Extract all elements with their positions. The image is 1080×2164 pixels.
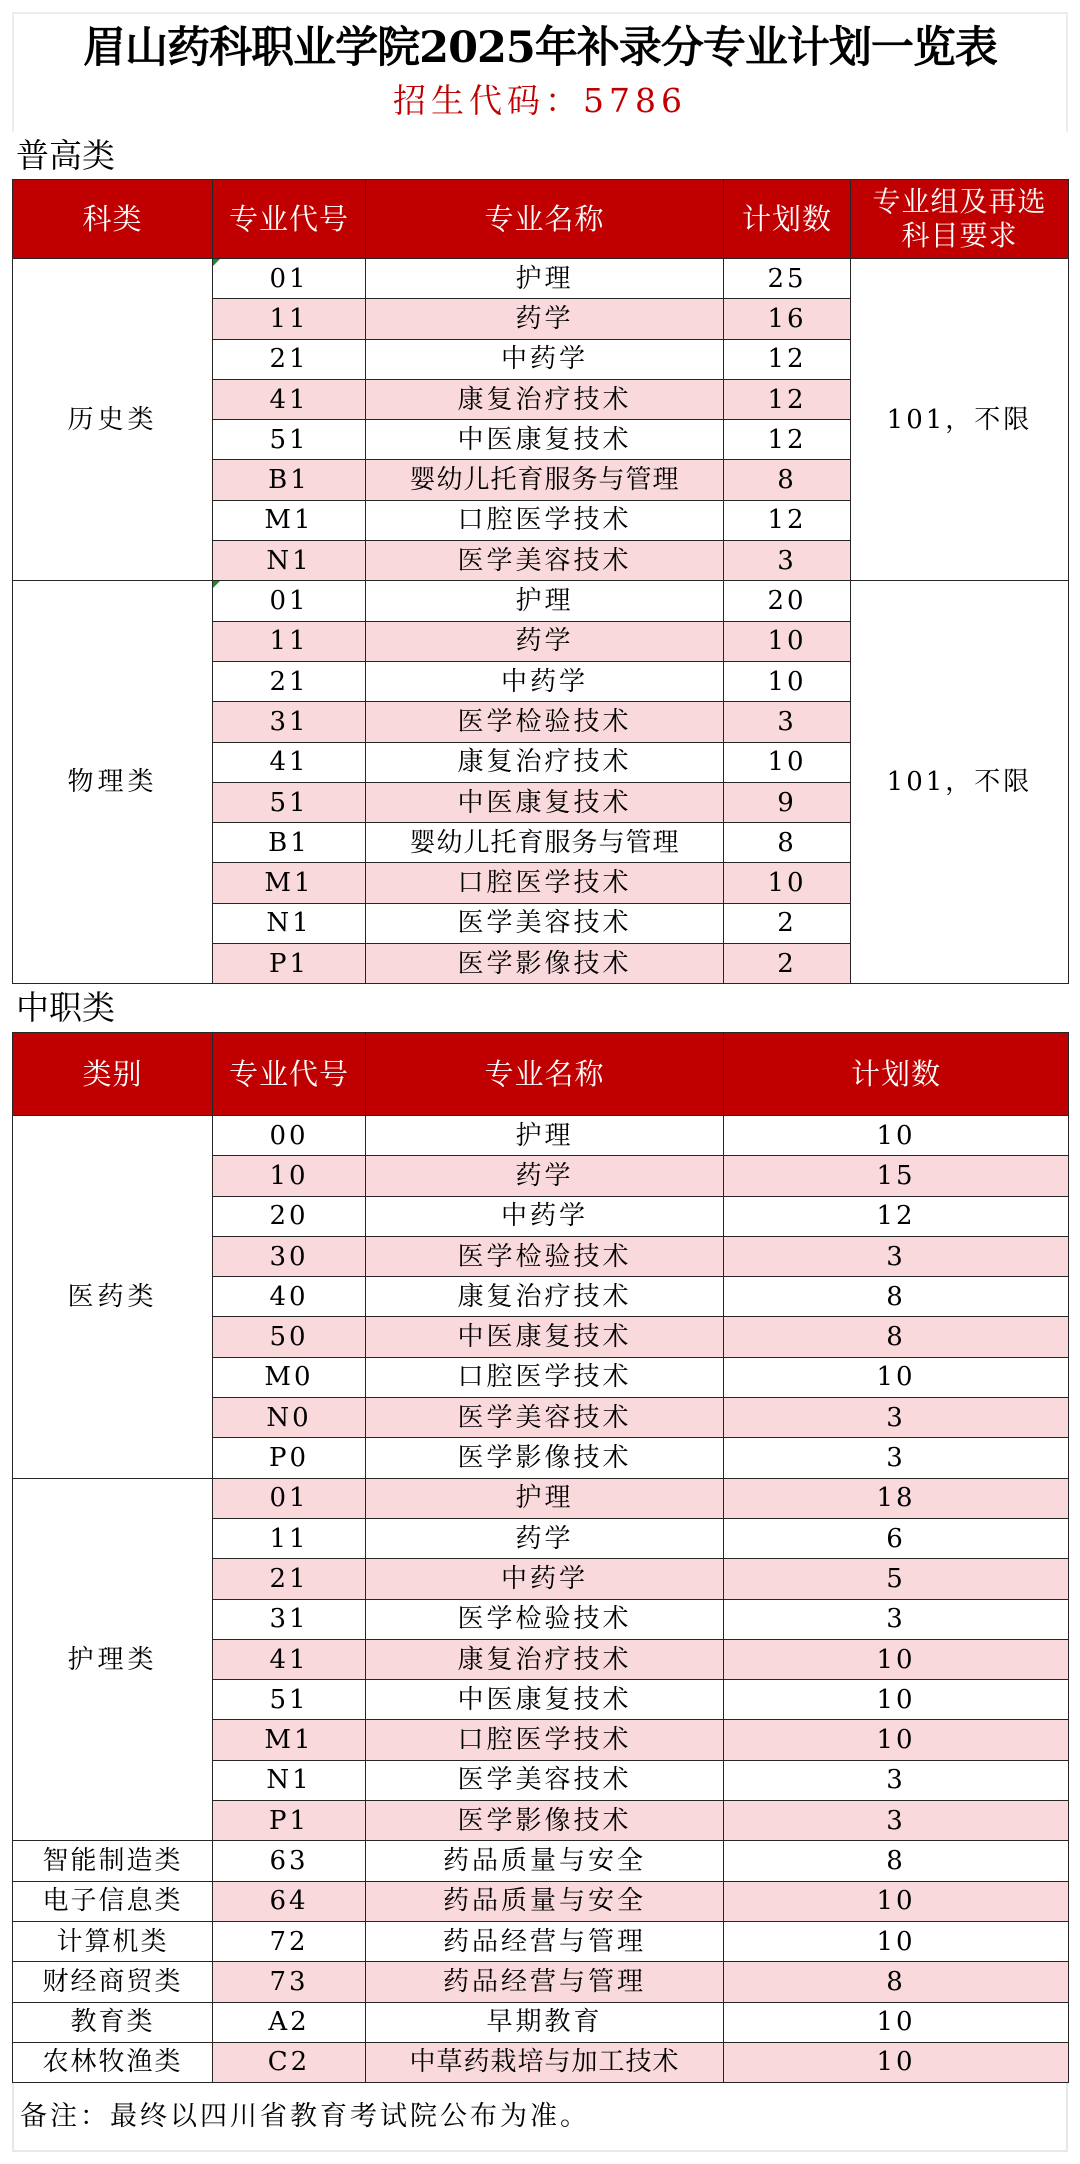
name-cell: 护理 (366, 1116, 724, 1156)
code-cell: 40 (213, 1277, 366, 1317)
code-cell: M1 (213, 863, 366, 903)
name-cell: 药品经营与管理 (366, 1962, 724, 2002)
name-cell: 医学影像技术 (366, 1801, 724, 1841)
code-cell: B1 (213, 823, 366, 863)
name-cell: 康复治疗技术 (366, 379, 724, 419)
name-cell: 药品经营与管理 (366, 1921, 724, 1961)
code-cell: P1 (213, 944, 366, 984)
name-cell: 口腔医学技术 (366, 500, 724, 540)
plan-cell: 10 (724, 863, 851, 903)
code-cell: 00 (213, 1116, 366, 1156)
code-cell: 64 (213, 1881, 366, 1921)
footnote: 备注：最终以四川省教育考试院公布为准。 (20, 2101, 590, 2132)
name-cell: 早期教育 (366, 2002, 724, 2042)
name-cell: 口腔医学技术 (366, 1357, 724, 1397)
plan-cell: 3 (724, 1801, 1069, 1841)
code-cell: N0 (213, 1398, 366, 1438)
zhongzhi-plan-table (12, 1032, 1069, 2083)
header-name: 专业名称 (366, 1033, 724, 1116)
code-cell: 21 (213, 661, 366, 701)
code-cell: C2 (213, 2042, 366, 2082)
code-cell: N1 (213, 541, 366, 581)
table-row (13, 1478, 1069, 1518)
category-cell: 农林牧渔类 (13, 2042, 213, 2082)
plan-cell: 10 (724, 2042, 1069, 2082)
header-category: 科类 (13, 180, 213, 259)
code-cell: 51 (213, 782, 366, 822)
name-cell: 婴幼儿托育服务与管理 (366, 460, 724, 500)
requirement-cell: 101，不限 (851, 581, 1069, 984)
plan-cell: 10 (724, 1680, 1069, 1720)
code-cell: P0 (213, 1438, 366, 1478)
name-cell: 护理 (366, 1478, 724, 1518)
code-cell: 63 (213, 1841, 366, 1881)
plan-cell: 3 (724, 1438, 1069, 1478)
name-cell: 护理 (366, 581, 724, 621)
enrollment-code: 招生代码：5786 (393, 81, 687, 120)
plan-cell: 10 (724, 1720, 1069, 1760)
code-cell: B1 (213, 460, 366, 500)
category-cell: 电子信息类 (13, 1881, 213, 1921)
plan-cell: 10 (724, 2002, 1069, 2042)
name-cell: 中药学 (366, 1559, 724, 1599)
name-cell: 医学检验技术 (366, 702, 724, 742)
code-cell: N1 (213, 903, 366, 943)
plan-cell: 25 (724, 259, 851, 299)
code-cell: M0 (213, 1357, 366, 1397)
section-label-zhongzhi: 中职类 (16, 988, 115, 1027)
plan-cell: 10 (724, 742, 851, 782)
code-cell: P1 (213, 1801, 366, 1841)
code-cell: 31 (213, 702, 366, 742)
code-cell: 41 (213, 742, 366, 782)
plan-cell: 10 (724, 1881, 1069, 1921)
plan-cell: 20 (724, 581, 851, 621)
table-header-row (13, 180, 1069, 259)
name-cell: 医学影像技术 (366, 1438, 724, 1478)
code-cell (213, 259, 366, 299)
plan-cell: 10 (724, 1357, 1069, 1397)
code-cell: 72 (213, 1921, 366, 1961)
name-cell: 中药学 (366, 1196, 724, 1236)
code-cell: 51 (213, 1680, 366, 1720)
name-cell: 婴幼儿托育服务与管理 (366, 823, 724, 863)
table-header-row (13, 1033, 1069, 1116)
code-cell: 41 (213, 1639, 366, 1679)
page-title: 眉山药科职业学院2025年补录分专业计划一览表 (83, 23, 997, 73)
name-cell: 中药学 (366, 339, 724, 379)
table-row (13, 1962, 1069, 2002)
error-indicator-icon (213, 581, 220, 588)
name-cell: 护理 (366, 259, 724, 299)
plan-cell: 3 (724, 1398, 1069, 1438)
plan-cell: 8 (724, 1277, 1069, 1317)
title-box (12, 12, 1068, 132)
code-cell (213, 581, 366, 621)
table-row (13, 1116, 1069, 1156)
plan-cell: 15 (724, 1156, 1069, 1196)
code-cell: 50 (213, 1317, 366, 1357)
plan-cell: 12 (724, 420, 851, 460)
plan-cell: 10 (724, 1639, 1069, 1679)
plan-cell: 12 (724, 379, 851, 419)
table-row (13, 581, 1069, 621)
name-cell: 医学美容技术 (366, 1760, 724, 1800)
header-plan: 计划数 (724, 180, 851, 259)
code-cell: 73 (213, 1962, 366, 2002)
category-cell: 计算机类 (13, 1921, 213, 1961)
note-box (12, 2083, 1068, 2152)
code-cell: 31 (213, 1599, 366, 1639)
category-cell: 物理类 (13, 581, 213, 984)
code-cell: 10 (213, 1156, 366, 1196)
name-cell: 中草药栽培与加工技术 (366, 2042, 724, 2082)
plan-cell: 3 (724, 1236, 1069, 1276)
plan-cell: 2 (724, 944, 851, 984)
plan-cell: 10 (724, 1116, 1069, 1156)
error-indicator-icon (213, 259, 220, 266)
plan-cell: 10 (724, 621, 851, 661)
category-cell: 医药类 (13, 1116, 213, 1479)
plan-cell: 16 (724, 299, 851, 339)
code-cell: 21 (213, 1559, 366, 1599)
plan-cell: 3 (724, 1599, 1069, 1639)
plan-cell: 3 (724, 1760, 1069, 1800)
category-cell: 历史类 (13, 259, 213, 581)
name-cell: 药学 (366, 1518, 724, 1558)
name-cell: 医学检验技术 (366, 1236, 724, 1276)
plan-cell: 10 (724, 661, 851, 701)
plan-cell: 5 (724, 1559, 1069, 1599)
code-cell: 11 (213, 299, 366, 339)
table-row (13, 1841, 1069, 1881)
plan-cell: 18 (724, 1478, 1069, 1518)
name-cell: 药品质量与安全 (366, 1841, 724, 1881)
section-label-pugao: 普高类 (16, 136, 115, 175)
code-cell: 01 (213, 1478, 366, 1518)
plan-cell: 8 (724, 1841, 1069, 1881)
plan-cell: 8 (724, 1317, 1069, 1357)
header-requirement-line1: 专业组及再选 (872, 185, 1047, 218)
code-cell: M1 (213, 500, 366, 540)
category-cell: 智能制造类 (13, 1841, 213, 1881)
name-cell: 中医康复技术 (366, 1317, 724, 1357)
plan-cell: 3 (724, 702, 851, 742)
code-text: 01 (269, 586, 309, 617)
name-cell: 中医康复技术 (366, 420, 724, 460)
name-cell: 医学美容技术 (366, 1398, 724, 1438)
plan-cell: 12 (724, 339, 851, 379)
category-cell: 教育类 (13, 2002, 213, 2042)
category-cell: 财经商贸类 (13, 1962, 213, 2002)
header-name: 专业名称 (366, 180, 724, 259)
plan-cell: 8 (724, 1962, 1069, 2002)
code-cell: 21 (213, 339, 366, 379)
name-cell: 医学美容技术 (366, 903, 724, 943)
code-cell: A2 (213, 2002, 366, 2042)
category-cell: 护理类 (13, 1478, 213, 1841)
code-cell: 51 (213, 420, 366, 460)
plan-cell: 12 (724, 1196, 1069, 1236)
table-row (13, 1881, 1069, 1921)
plan-cell: 3 (724, 541, 851, 581)
table-row (13, 2002, 1069, 2042)
name-cell: 口腔医学技术 (366, 863, 724, 903)
name-cell: 药品质量与安全 (366, 1881, 724, 1921)
code-text: 01 (269, 263, 309, 294)
name-cell: 中药学 (366, 661, 724, 701)
code-cell: M1 (213, 1720, 366, 1760)
requirement-cell: 101，不限 (851, 259, 1069, 581)
plan-cell: 2 (724, 903, 851, 943)
code-cell: N1 (213, 1760, 366, 1800)
plan-cell: 10 (724, 1921, 1069, 1961)
plan-cell: 12 (724, 500, 851, 540)
name-cell: 中医康复技术 (366, 782, 724, 822)
table-row (13, 259, 1069, 299)
name-cell: 医学检验技术 (366, 1599, 724, 1639)
header-requirement (851, 180, 1069, 259)
name-cell: 康复治疗技术 (366, 742, 724, 782)
name-cell: 药学 (366, 621, 724, 661)
name-cell: 康复治疗技术 (366, 1277, 724, 1317)
plan-cell: 9 (724, 782, 851, 822)
code-cell: 11 (213, 621, 366, 661)
header-code: 专业代号 (213, 1033, 366, 1116)
table-row (13, 1921, 1069, 1961)
header-category: 类别 (13, 1033, 213, 1116)
name-cell: 药学 (366, 1156, 724, 1196)
plan-cell: 8 (724, 823, 851, 863)
name-cell: 口腔医学技术 (366, 1720, 724, 1760)
plan-cell: 6 (724, 1518, 1069, 1558)
header-plan: 计划数 (724, 1033, 1069, 1116)
code-cell: 20 (213, 1196, 366, 1236)
code-cell: 41 (213, 379, 366, 419)
code-cell: 11 (213, 1518, 366, 1558)
name-cell: 医学美容技术 (366, 541, 724, 581)
header-code: 专业代号 (213, 180, 366, 259)
name-cell: 中医康复技术 (366, 1680, 724, 1720)
name-cell: 药学 (366, 299, 724, 339)
table-row (13, 2042, 1069, 2082)
code-cell: 30 (213, 1236, 366, 1276)
name-cell: 医学影像技术 (366, 944, 724, 984)
name-cell: 康复治疗技术 (366, 1639, 724, 1679)
plan-cell: 8 (724, 460, 851, 500)
header-requirement-line2: 科目要求 (901, 219, 1018, 252)
pugao-plan-table (12, 179, 1069, 984)
